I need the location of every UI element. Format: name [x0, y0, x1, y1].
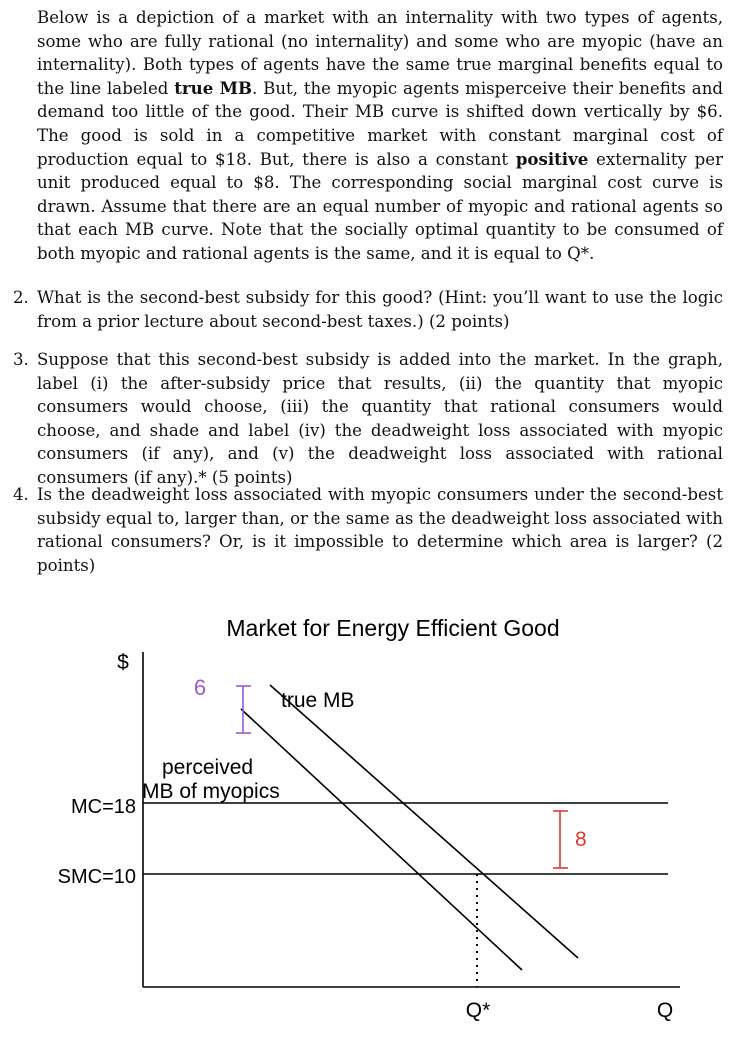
- shift-label: 6: [193, 675, 207, 700]
- intro-text-1: Below is a depiction of a market with an internality with two types of agents, some who are fully rational (no internality) and some who are myopic (have an internality). Both types of agents have the same true marginal benefits equal to the line labeled: [37, 8, 723, 98]
- positive-bold: positive: [515, 148, 589, 169]
- graph-title: Market for Energy Efficient Good: [226, 615, 560, 641]
- intro-text-2: . But, the myopic agents misperceive their benefits and demand too little of the good. Their MB curve is shifted down vertically by $6. The good is sold in a competitive market with constant marginal cost of production equal to $18. But, there is also a constant: [37, 78, 724, 169]
- perceived-mb-line: [241, 709, 522, 970]
- question-number: 2.: [13, 288, 29, 307]
- intro-text-3: externality per unit produced equal to $8. The corresponding social marginal cost curve is drawn. Assume that there are an equal number of myopic and rational agents so that each MB curve. Note that the socially optimal quantity to be consumed of both myopic and rational agents is the same, and it is equal to Q*.: [37, 149, 724, 263]
- question-text: Suppose that this second-best subsidy is added into the market. In the graph, label (i) the after-subsidy price that results, (ii) the quantity that myopic consumers would choose, (iii) the quantity that rational consumers would choose, and shade and label (iv) the deadweight loss associated with myopic consumers (if any), and (v) the deadweight loss associated with rational consumers (if any).* (5 points): [37, 350, 723, 487]
- perceived-label-2: MB of myopics: [142, 780, 280, 803]
- y-axis-label: $: [117, 651, 129, 674]
- true-mb-label: true MB: [281, 689, 355, 712]
- question-text: What is the second-best subsidy for this good? (Hint: you’ll want to use the logic from a prior lecture about second-best taxes.) (2 points): [37, 288, 723, 331]
- qstar-label: Q*: [465, 999, 491, 1022]
- perceived-label-1: perceived: [162, 756, 254, 779]
- question-number: 4.: [13, 485, 29, 504]
- x-axis-label: Q: [656, 999, 674, 1022]
- shift-bracket: [236, 686, 251, 733]
- true-mb-bold: true MB: [174, 77, 253, 98]
- smc-label: SMC=10: [57, 866, 136, 888]
- true-mb-line: [270, 685, 578, 958]
- mc-label: MC=18: [70, 796, 136, 818]
- question-number: 3.: [13, 350, 29, 369]
- question-text: Is the deadweight loss associated with myopic consumers under the second-best subsidy equal to, larger than, or the same as the deadweight loss associated with rational consumers? Or, is it impossible to determine which area is larger? (2 points): [37, 485, 723, 575]
- externality-label: 8: [575, 828, 587, 851]
- externality-bracket: [553, 811, 568, 868]
